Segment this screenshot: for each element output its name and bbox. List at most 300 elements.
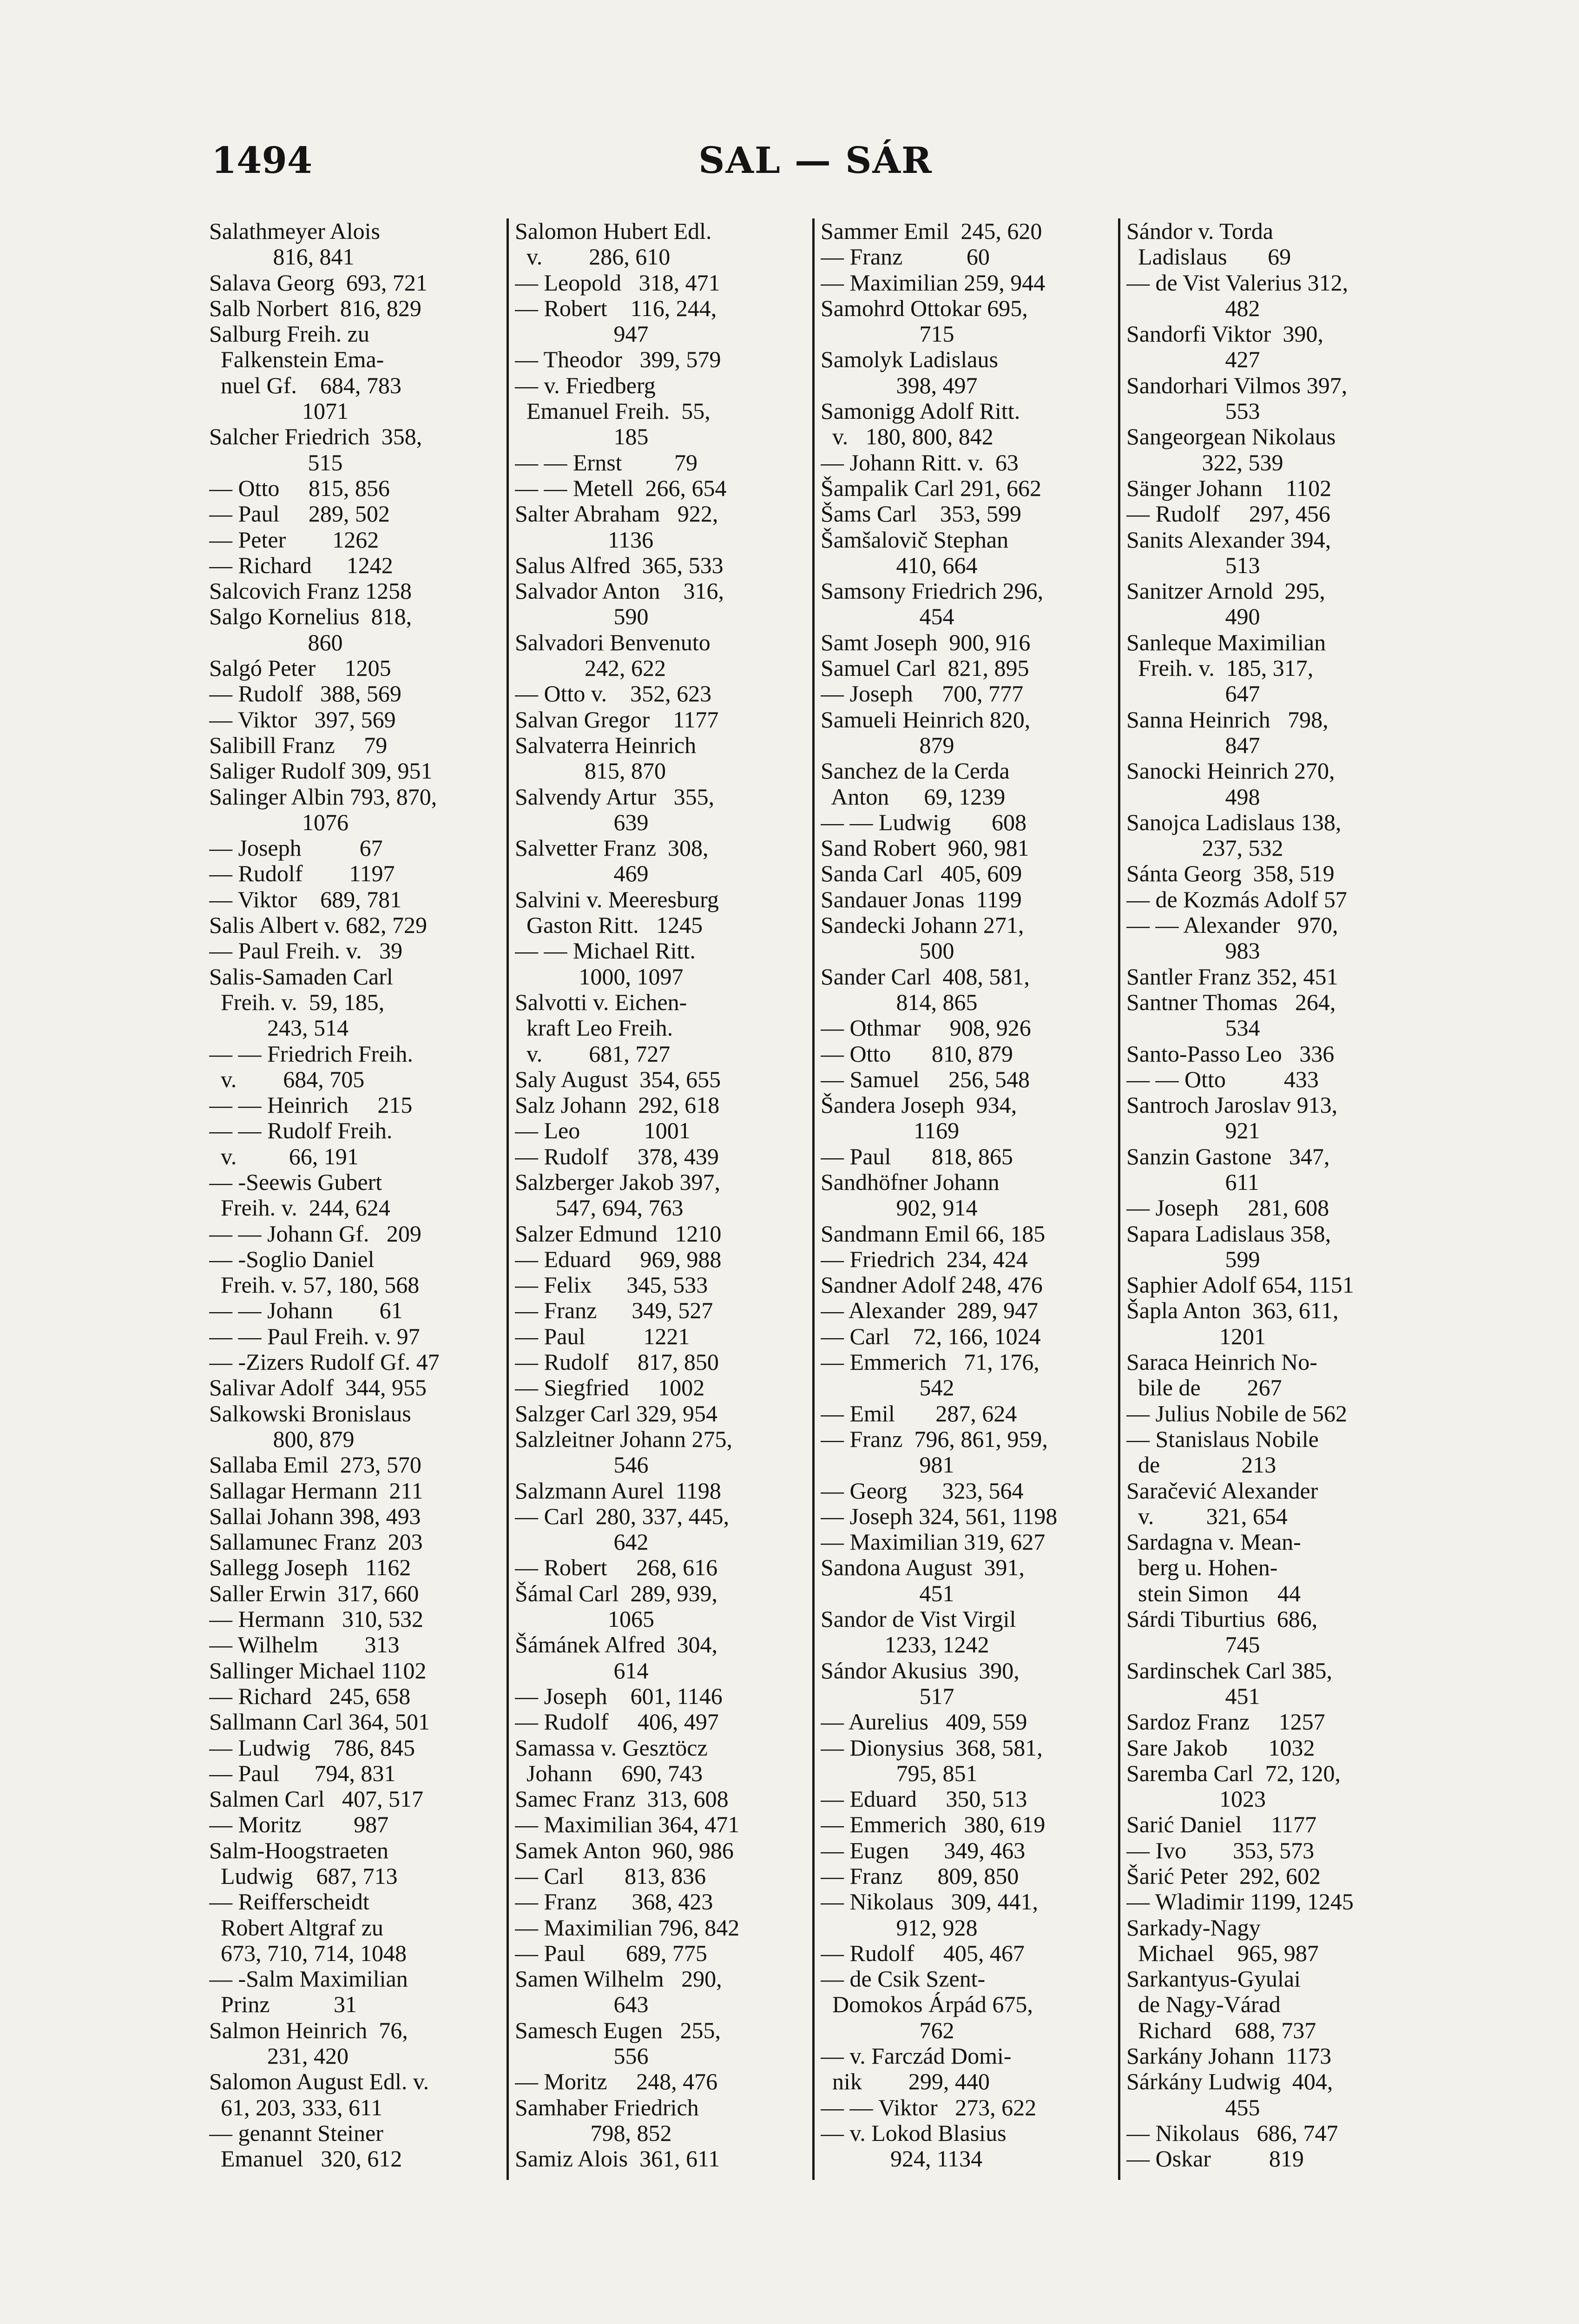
- index-entry-line: Ludwig 687, 713: [209, 1863, 398, 1889]
- index-entry-line: Anton 69, 1239: [821, 784, 1006, 810]
- index-entry-line: — — Michael Ritt.: [515, 938, 696, 964]
- index-entry-line: 398, 497: [821, 372, 978, 398]
- index-entry-line: Saller Erwin 317, 660: [209, 1580, 419, 1606]
- index-entry-line: Samiz Alois 361, 611: [515, 2146, 720, 2172]
- index-entry-line: — Leopold 318, 471: [515, 270, 720, 296]
- index-entry-line: — Paul 1221: [515, 1323, 690, 1349]
- index-entry-line: — Otto 810, 879: [821, 1041, 1013, 1067]
- index-entry-line: 231, 420: [209, 2043, 349, 2069]
- index-entry-line: — Johann Ritt. v. 63: [821, 449, 1019, 475]
- index-entry-line: Salvador Anton 316,: [515, 578, 724, 604]
- index-entry-line: 983: [1126, 938, 1260, 964]
- index-entry-line: 427: [1126, 347, 1260, 373]
- index-entry-line: — Paul Freih. v. 39: [209, 938, 403, 964]
- index-entry-line: — Franz 60: [821, 244, 990, 270]
- index-entry-line: — de Vist Valerius 312,: [1126, 270, 1349, 296]
- index-entry-line: Michael 965, 987: [1126, 1940, 1319, 1966]
- index-entry-line: 1023: [1126, 1786, 1266, 1812]
- index-entry-line: 1136: [515, 527, 654, 553]
- index-entry-line: Salvadori Benvenuto: [515, 629, 711, 655]
- index-entry-line: 1169: [821, 1118, 960, 1144]
- index-entry-line: Salus Alfred 365, 533: [515, 552, 724, 578]
- index-entry-line: Salkowski Bronislaus: [209, 1400, 411, 1426]
- index-entry-line: Salmen Carl 407, 517: [209, 1786, 424, 1812]
- index-entry-line: 815, 870: [515, 758, 666, 784]
- index-entry-line: 1065: [515, 1606, 654, 1632]
- running-head: SAL — SÁR: [698, 139, 933, 182]
- index-entry-line: 547, 694, 763: [515, 1195, 684, 1221]
- index-entry-line: — -Zizers Rudolf Gf. 47: [209, 1349, 440, 1375]
- index-entry-line: — — Paul Freih. v. 97: [209, 1323, 420, 1349]
- index-entry-line: Samt Joseph 900, 916: [821, 629, 1031, 655]
- index-entry-line: Sallinger Michael 1102: [209, 1657, 427, 1684]
- index-entry-line: — — Alexander 970,: [1126, 912, 1338, 938]
- index-entry-line: — Joseph 324, 561, 1198: [821, 1503, 1058, 1529]
- index-entry-line: Sarkány Johann 1173: [1126, 2043, 1332, 2069]
- index-entry-line: 513: [1126, 552, 1260, 578]
- index-entry-line: 924, 1134: [821, 2146, 983, 2172]
- index-entry-line: Sándor v. Torda: [1126, 218, 1273, 244]
- index-entry-line: 546: [515, 1452, 649, 1478]
- index-column-4: [1126, 218, 1419, 2172]
- index-entry-line: — Paul 818, 865: [821, 1143, 1013, 1169]
- index-entry-line: Salzger Carl 329, 954: [515, 1400, 718, 1426]
- index-entry-line: — Leo 1001: [515, 1118, 691, 1144]
- index-entry-line: — Rudolf 378, 439: [515, 1143, 719, 1169]
- index-entry-line: Prinz 31: [209, 1992, 357, 2018]
- index-entry-line: — — Friedrich Freih.: [209, 1041, 413, 1067]
- index-entry-line: — Friedrich 234, 424: [821, 1246, 1028, 1272]
- index-entry-line: Sare Jakob 1032: [1126, 1735, 1315, 1761]
- index-entry-line: Santner Thomas 264,: [1126, 989, 1336, 1015]
- index-entry-line: Samassa v. Gesztöcz: [515, 1735, 708, 1761]
- index-entry-line: Salathmeyer Alois: [209, 218, 380, 244]
- index-entry-line: 860: [209, 629, 343, 655]
- index-entry-line: — Carl 280, 337, 445,: [515, 1503, 730, 1529]
- index-entry-line: Šámal Carl 289, 939,: [515, 1580, 718, 1606]
- index-entry-line: — Rudolf 406, 497: [515, 1709, 719, 1735]
- index-entry-line: 816, 841: [209, 244, 355, 270]
- index-entry-line: 243, 514: [209, 1015, 349, 1041]
- index-entry-line: Sänger Johann 1102: [1126, 475, 1332, 501]
- index-entry-line: — -Soglio Daniel: [209, 1246, 375, 1272]
- index-entry-line: 647: [1126, 681, 1260, 707]
- index-entry-line: Salgo Kornelius 818,: [209, 604, 412, 630]
- index-entry-line: 500: [821, 938, 954, 964]
- index-entry-line: Sarić Daniel 1177: [1126, 1812, 1317, 1838]
- index-entry-line: — Eugen 349, 463: [821, 1837, 1026, 1863]
- index-entry-line: 902, 914: [821, 1195, 978, 1221]
- index-entry-line: 800, 879: [209, 1426, 355, 1452]
- index-entry-line: — Richard 1242: [209, 552, 393, 578]
- index-entry-line: Samohrd Ottokar 695,: [821, 295, 1028, 321]
- index-entry-line: nuel Gf. 684, 783: [209, 372, 401, 398]
- index-entry-line: Salis-Samaden Carl: [209, 964, 393, 990]
- index-entry-line: — Joseph 700, 777: [821, 681, 1024, 707]
- index-entry-line: 553: [1126, 398, 1260, 424]
- index-entry-line: 61, 203, 333, 611: [209, 2094, 383, 2120]
- index-entry-line: — Joseph 281, 608: [1126, 1195, 1329, 1221]
- index-entry-line: Saračević Alexander: [1126, 1478, 1318, 1504]
- index-entry-line: Salz Johann 292, 618: [515, 1092, 720, 1118]
- index-entry-line: — Maximilian 259, 944: [821, 270, 1046, 296]
- index-entry-line: 921: [1126, 1118, 1260, 1144]
- index-entry-line: Sallegg Joseph 1162: [209, 1555, 411, 1581]
- index-entry-line: Sallmann Carl 364, 501: [209, 1709, 430, 1735]
- index-entry-line: Johann 690, 743: [515, 1760, 703, 1786]
- index-entry-line: 639: [515, 809, 649, 835]
- index-entry-line: — Georg 323, 564: [821, 1478, 1024, 1504]
- index-entry-line: Emanuel Freih. 55,: [515, 398, 711, 424]
- index-entry-line: Santo-Passo Leo 336: [1126, 1041, 1335, 1067]
- index-entry-line: 673, 710, 714, 1048: [209, 1940, 407, 1966]
- index-entry-line: berg u. Hohen-: [1126, 1555, 1278, 1581]
- index-entry-line: Salzmann Aurel 1198: [515, 1478, 721, 1504]
- index-entry-line: — Reifferscheidt: [209, 1889, 369, 1915]
- index-entry-line: Salzer Edmund 1210: [515, 1221, 722, 1247]
- index-entry-line: Šampalik Carl 291, 662: [821, 475, 1041, 501]
- index-entry-line: Sandorhari Vilmos 397,: [1126, 372, 1348, 398]
- index-entry-line: Sarkady-Nagy: [1126, 1915, 1261, 1941]
- index-entry-line: — — Johann 61: [209, 1298, 403, 1324]
- index-entry-line: — de Csik Szent-: [821, 1966, 986, 1992]
- index-entry-line: Šandera Joseph 934,: [821, 1092, 1017, 1118]
- index-entry-line: Salomon Hubert Edl.: [515, 218, 712, 244]
- index-entry-line: 322, 539: [1126, 449, 1283, 475]
- index-entry-line: — Moritz 248, 476: [515, 2069, 718, 2095]
- index-entry-line: Samolyk Ladislaus: [821, 347, 998, 373]
- index-entry-line: — Ivo 353, 573: [1126, 1837, 1315, 1863]
- index-entry-line: Salis Albert v. 682, 729: [209, 912, 427, 938]
- index-entry-line: 599: [1126, 1246, 1260, 1272]
- index-entry-line: 715: [821, 321, 954, 347]
- index-entry-line: Sanna Heinrich 798,: [1126, 706, 1329, 733]
- index-entry-line: Sallai Johann 398, 493: [209, 1503, 421, 1529]
- index-entry-line: — Paul 794, 831: [209, 1760, 396, 1786]
- index-entry-line: Salava Georg 693, 721: [209, 270, 428, 296]
- index-entry-line: Samonigg Adolf Ritt.: [821, 398, 1020, 424]
- index-entry-line: Sapara Ladislaus 358,: [1126, 1221, 1331, 1247]
- column-rule: [812, 218, 815, 2180]
- index-entry-line: Salinger Albin 793, 870,: [209, 784, 437, 810]
- index-entry-line: 556: [515, 2043, 649, 2069]
- index-entry-line: Sallaba Emil 273, 570: [209, 1452, 421, 1478]
- index-entry-line: 454: [821, 604, 954, 630]
- index-entry-line: — Otto v. 352, 623: [515, 681, 712, 707]
- index-entry-line: 614: [515, 1657, 649, 1684]
- index-entry-line: Freih. v. 185, 317,: [1126, 655, 1314, 681]
- index-entry-line: 490: [1126, 604, 1260, 630]
- index-entry-line: Salibill Franz 79: [209, 732, 388, 758]
- index-entry-line: — — Metell 266, 654: [515, 475, 727, 501]
- index-entry-line: Sangeorgean Nikolaus: [1126, 424, 1336, 450]
- index-entry-line: — Dionysius 368, 581,: [821, 1735, 1043, 1761]
- index-entry-line: Salvini v. Meeresburg: [515, 886, 719, 912]
- index-entry-line: 1000, 1097: [515, 964, 684, 990]
- index-entry-line: — Robert 116, 244,: [515, 295, 717, 321]
- index-entry-line: 611: [1126, 1169, 1259, 1195]
- index-entry-line: 795, 851: [821, 1760, 978, 1786]
- index-entry-line: 912, 928: [821, 1915, 978, 1941]
- index-entry-line: Salcovich Franz 1258: [209, 578, 412, 604]
- index-entry-line: 981: [821, 1452, 954, 1478]
- index-entry-line: 237, 532: [1126, 835, 1283, 861]
- index-entry-line: Samueli Heinrich 820,: [821, 706, 1031, 733]
- index-entry-line: 515: [209, 449, 343, 475]
- index-entry-line: Saly August 354, 655: [515, 1066, 721, 1092]
- index-entry-line: Sammer Emil 245, 620: [821, 218, 1042, 244]
- index-entry-line: 451: [1126, 1683, 1260, 1709]
- index-entry-line: Šams Carl 353, 599: [821, 501, 1021, 527]
- index-entry-line: — Othmar 908, 926: [821, 1015, 1031, 1041]
- page-header: [211, 139, 1420, 191]
- index-entry-line: — — Johann Gf. 209: [209, 1221, 421, 1247]
- index-entry-line: — Julius Nobile de 562: [1126, 1400, 1347, 1426]
- index-entry-line: Santler Franz 352, 451: [1126, 964, 1338, 990]
- index-entry-line: Falkenstein Ema-: [209, 347, 384, 373]
- index-entry-line: v. 681, 727: [515, 1041, 671, 1067]
- index-entry-line: — genannt Steiner: [209, 2120, 383, 2146]
- index-entry-line: Sanits Alexander 394,: [1126, 527, 1331, 553]
- index-entry-line: nik 299, 440: [821, 2069, 990, 2095]
- index-entry-line: — Franz 349, 527: [515, 1298, 713, 1324]
- index-entry-line: — Emmerich 71, 176,: [821, 1349, 1040, 1375]
- index-entry-line: Salm-Hoogstraeten: [209, 1837, 389, 1863]
- index-entry-line: bile de 267: [1126, 1375, 1282, 1401]
- index-entry-line: Salvendy Artur 355,: [515, 784, 715, 810]
- index-entry-line: Samen Wilhelm 290,: [515, 1966, 722, 1992]
- index-entry-line: Freih. v. 57, 180, 568: [209, 1272, 420, 1298]
- index-entry-line: — Franz 796, 861, 959,: [821, 1426, 1048, 1452]
- index-entry-line: Saraca Heinrich No-: [1126, 1349, 1317, 1375]
- index-entry-line: Sánta Georg 358, 519: [1126, 861, 1335, 887]
- index-entry-line: — Franz 809, 850: [821, 1863, 1019, 1889]
- index-entry-line: Domokos Árpád 675,: [821, 1992, 1033, 2018]
- index-entry-line: Salivar Adolf 344, 955: [209, 1375, 427, 1401]
- index-entry-line: v. 684, 705: [209, 1066, 365, 1092]
- index-entry-line: — Rudolf 297, 456: [1126, 501, 1330, 527]
- index-entry-line: — Richard 245, 658: [209, 1683, 411, 1709]
- index-entry-line: Samhaber Friedrich: [515, 2094, 699, 2120]
- index-entry-line: — Paul 689, 775: [515, 1940, 707, 1966]
- index-entry-line: 482: [1126, 295, 1260, 321]
- index-entry-line: stein Simon 44: [1126, 1580, 1301, 1606]
- index-entry-line: Sandhöfner Johann: [821, 1169, 1000, 1195]
- index-entry-line: — -Seewis Gubert: [209, 1169, 382, 1195]
- index-entry-line: Salvan Gregor 1177: [515, 706, 719, 733]
- index-entry-line: 590: [515, 604, 649, 630]
- index-entry-line: — v. Lokod Blasius: [821, 2120, 1007, 2146]
- index-entry-line: — Aurelius 409, 559: [821, 1709, 1027, 1735]
- index-entry-line: Salvaterra Heinrich: [515, 732, 697, 758]
- index-entry-line: — Moritz 987: [209, 1812, 389, 1838]
- index-entry-line: 451: [821, 1580, 954, 1606]
- index-entry-line: Robert Altgraf zu: [209, 1915, 383, 1941]
- index-entry-line: 455: [1126, 2094, 1260, 2120]
- index-entry-line: Sanleque Maximilian: [1126, 629, 1326, 655]
- index-entry-line: Sanchez de la Cerda: [821, 758, 1010, 784]
- column-rule: [507, 218, 509, 2180]
- index-entry-line: 498: [1126, 784, 1260, 810]
- index-entry-line: Šamšalovič Stephan: [821, 527, 1009, 553]
- index-entry-line: Salomon August Edl. v.: [209, 2069, 429, 2095]
- index-entry-line: Freih. v. 59, 185,: [209, 989, 385, 1015]
- index-entry-line: — Viktor 689, 781: [209, 886, 402, 912]
- index-entry-line: 534: [1126, 1015, 1260, 1041]
- index-entry-line: — -Salm Maximilian: [209, 1966, 408, 1992]
- index-entry-line: Emanuel 320, 612: [209, 2146, 402, 2172]
- index-entry-line: 642: [515, 1529, 649, 1555]
- index-entry-line: 745: [1126, 1632, 1260, 1658]
- index-entry-line: 185: [515, 424, 649, 450]
- index-entry-line: Salzleitner Johann 275,: [515, 1426, 732, 1452]
- index-entry-line: Sander Carl 408, 581,: [821, 964, 1030, 990]
- index-entry-line: — Wilhelm 313: [209, 1632, 400, 1658]
- column-rule: [1118, 218, 1120, 2180]
- index-entry-line: — v. Farczád Domi-: [821, 2043, 1012, 2069]
- index-entry-line: — Paul 289, 502: [209, 501, 390, 527]
- index-entry-line: 879: [821, 732, 954, 758]
- index-entry-line: — v. Friedberg: [515, 372, 656, 398]
- index-entry-line: Sanzin Gastone 347,: [1126, 1143, 1330, 1169]
- index-entry-line: — Siegfried 1002: [515, 1375, 705, 1401]
- index-entry-line: — Carl 813, 836: [515, 1863, 706, 1889]
- index-entry-line: Sandorfi Viktor 390,: [1126, 321, 1323, 347]
- index-entry-line: Samek Anton 960, 986: [515, 1837, 734, 1863]
- index-entry-line: — Joseph 67: [209, 835, 383, 861]
- index-entry-line: Sárdi Tiburtius 686,: [1126, 1606, 1318, 1632]
- index-entry-line: — — Ernst 79: [515, 449, 698, 475]
- index-entry-line: — Samuel 256, 548: [821, 1066, 1030, 1092]
- index-column-3: [821, 218, 1113, 2172]
- index-entry-line: 1233, 1242: [821, 1632, 989, 1658]
- index-entry-line: — Oskar 819: [1126, 2146, 1304, 2172]
- index-entry-line: Saphier Adolf 654, 1151: [1126, 1272, 1354, 1298]
- index-entry-line: Šapla Anton 363, 611,: [1126, 1298, 1339, 1324]
- index-entry-line: Šarić Peter 292, 602: [1126, 1863, 1321, 1889]
- index-entry-line: Sándor Akusius 390,: [821, 1657, 1020, 1684]
- index-entry-line: Salzberger Jakob 397,: [515, 1169, 721, 1195]
- index-entry-line: — Felix 345, 533: [515, 1272, 708, 1298]
- index-entry-line: v. 180, 800, 842: [821, 424, 993, 450]
- index-entry-line: — Franz 368, 423: [515, 1889, 713, 1915]
- index-entry-line: — Emil 287, 624: [821, 1400, 1017, 1426]
- index-entry-line: 542: [821, 1375, 954, 1401]
- index-entry-line: — Maximilian 319, 627: [821, 1529, 1046, 1555]
- index-entry-line: Šámánek Alfred 304,: [515, 1632, 718, 1658]
- index-entry-line: — Otto 815, 856: [209, 475, 390, 501]
- index-entry-line: v. 286, 610: [515, 244, 671, 270]
- index-entry-line: kraft Leo Freih.: [515, 1015, 673, 1041]
- index-entry-line: Sand Robert 960, 981: [821, 835, 1029, 861]
- index-entry-line: Sandona August 391,: [821, 1555, 1025, 1581]
- index-entry-line: 517: [821, 1683, 954, 1709]
- index-entry-line: — — Otto 433: [1126, 1066, 1319, 1092]
- index-entry-line: Richard 688, 737: [1126, 2017, 1316, 2043]
- index-entry-line: — Theodor 399, 579: [515, 347, 721, 373]
- index-entry-line: — — Heinrich 215: [209, 1092, 413, 1118]
- index-entry-line: Samuel Carl 821, 895: [821, 655, 1029, 681]
- index-entry-line: — Emmerich 380, 619: [821, 1812, 1046, 1838]
- index-entry-line: Sallagar Hermann 211: [209, 1478, 423, 1504]
- index-entry-line: — Ludwig 786, 845: [209, 1735, 415, 1761]
- index-entry-line: — Wladimir 1199, 1245: [1126, 1889, 1354, 1915]
- index-entry-line: Sardinschek Carl 385,: [1126, 1657, 1332, 1684]
- index-entry-line: Samesch Eugen 255,: [515, 2017, 721, 2043]
- index-entry-line: — Peter 1262: [209, 527, 379, 553]
- index-entry-line: Salburg Freih. zu: [209, 321, 369, 347]
- index-entry-line: Sárkány Ludwig 404,: [1126, 2069, 1333, 2095]
- index-entry-line: — Viktor 397, 569: [209, 706, 396, 733]
- index-entry-line: Salmon Heinrich 76,: [209, 2017, 408, 2043]
- index-entry-line: Salgó Peter 1205: [209, 655, 391, 681]
- index-entry-line: — Rudolf 1197: [209, 861, 395, 887]
- index-entry-line: 762: [821, 2017, 954, 2043]
- index-entry-line: Saremba Carl 72, 120,: [1126, 1760, 1341, 1786]
- index-entry-line: — Nikolaus 686, 747: [1126, 2120, 1338, 2146]
- index-entry-line: Sanitzer Arnold 295,: [1126, 578, 1325, 604]
- index-entry-line: Sardoz Franz 1257: [1126, 1709, 1325, 1735]
- index-entry-line: 947: [515, 321, 649, 347]
- index-entry-line: de 213: [1126, 1452, 1276, 1478]
- index-entry-line: Salvotti v. Eichen-: [515, 989, 687, 1015]
- index-entry-line: — Carl 72, 166, 1024: [821, 1323, 1041, 1349]
- index-entry-line: Sanda Carl 405, 609: [821, 861, 1022, 887]
- index-entry-line: Sarkantyus-Gyulai: [1126, 1966, 1301, 1992]
- index-entry-line: Salvetter Franz 308,: [515, 835, 709, 861]
- index-entry-line: 643: [515, 1992, 649, 2018]
- index-entry-line: — Nikolaus 309, 441,: [821, 1889, 1039, 1915]
- index-entry-line: Sandner Adolf 248, 476: [821, 1272, 1043, 1298]
- index-entry-line: — — Ludwig 608: [821, 809, 1027, 835]
- index-entry-line: 798, 852: [515, 2120, 672, 2146]
- index-entry-line: Santroch Jaroslav 913,: [1126, 1092, 1338, 1118]
- index-entry-line: — Alexander 289, 947: [821, 1298, 1038, 1324]
- index-entry-line: — — Viktor 273, 622: [821, 2094, 1037, 2120]
- index-entry-line: — Hermann 310, 532: [209, 1606, 424, 1632]
- index-entry-line: 469: [515, 861, 649, 887]
- index-entry-line: Sandor de Vist Virgil: [821, 1606, 1016, 1632]
- index-entry-line: — Rudolf 388, 569: [209, 681, 401, 707]
- index-entry-line: Freih. v. 244, 624: [209, 1195, 390, 1221]
- index-entry-line: — Maximilian 796, 842: [515, 1915, 740, 1941]
- index-entry-line: Salb Norbert 816, 829: [209, 295, 421, 321]
- index-column-2: [515, 218, 808, 2172]
- index-entry-line: Salcher Friedrich 358,: [209, 424, 422, 450]
- index-entry-line: 814, 865: [821, 989, 978, 1015]
- index-entry-line: Gaston Ritt. 1245: [515, 912, 703, 938]
- index-entry-line: Saliger Rudolf 309, 951: [209, 758, 433, 784]
- index-entry-line: — Rudolf 817, 850: [515, 1349, 719, 1375]
- index-entry-line: Sandecki Johann 271,: [821, 912, 1024, 938]
- index-entry-line: 410, 664: [821, 552, 978, 578]
- index-entry-line: 1071: [209, 398, 349, 424]
- index-entry-line: v. 66, 191: [209, 1143, 359, 1169]
- index-entry-line: — de Kozmás Adolf 57: [1126, 886, 1347, 912]
- index-entry-line: Ladislaus 69: [1126, 244, 1291, 270]
- index-entry-line: Sanojca Ladislaus 138,: [1126, 809, 1342, 835]
- index-column-1: [209, 218, 502, 2172]
- index-entry-line: — — Rudolf Freih.: [209, 1118, 393, 1144]
- index-entry-line: Samec Franz 313, 608: [515, 1786, 729, 1812]
- index-entry-line: — Maximilian 364, 471: [515, 1812, 740, 1838]
- index-entry-line: Sanocki Heinrich 270,: [1126, 758, 1335, 784]
- index-entry-line: Sandmann Emil 66, 185: [821, 1221, 1046, 1247]
- index-entry-line: Sardagna v. Mean-: [1126, 1529, 1301, 1555]
- index-entry-line: 1076: [209, 809, 349, 835]
- index-entry-line: Salter Abraham 922,: [515, 501, 718, 527]
- index-entry-line: Sandauer Jonas 1199: [821, 886, 1022, 912]
